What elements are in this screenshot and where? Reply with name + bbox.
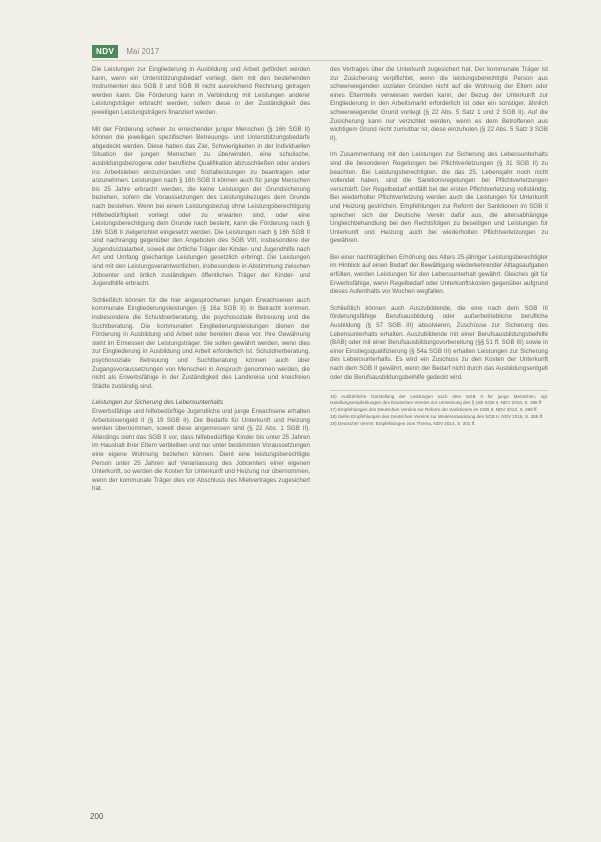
left-column: [92, 66, 310, 502]
journal-logo: NDV: [92, 45, 118, 58]
footnote: 17) Empfehlungen des Deutschen Vereins zur Reform der Sanktionen im SGB II, NDV 2013, S. 289 ff.: [330, 407, 538, 413]
paragraph: Im Zusammenhang mit den Leistungen zur Sicherung des Lebensunterhalts sind die besonderen Regelungen bei Pflichtverletzungen (§ 31 SGB II) zu beachten. Bei Leistungsberechtigten, die das 25. Lebensjahr noch nicht vollendet haben, sind die Sanktionsregelungen bei Pflichtverletzungen verschärft. Der Regelbedarf entfällt bei der ersten Pflichtverletzung vollständig. Bei wiederholter Pflichtverletzung werden auch die Leistungen für Unterkunft und Heizung gestrichen. Empfehlungen zur Reform der Sanktionen im SGB II sprechen sich der Deutsche Verein dafür aus, die altersabhängige Ungleichbehandlung bei den Rechtsfolgen zu beseitigen und Leistungen für Unterkunft und Heizung auch bei wiederholten Pflichtverletzungen zu gewähren.: [330, 151, 548, 245]
section-heading: Leistungen zur Sicherung des Lebensunterhalts: [92, 399, 224, 407]
paragraph: Mit der Förderung schwer zu erreichender junger Menschen (§ 16h SGB II) können die jeweiligen spezifischen Betreuungs- und Unterstützungsbedarfe abgedeckt werden. Diese haben das Ziel, Schwierigkeiten in der individuellen Situation der jungen Menschen zu überwinden, eine schulische, ausbildungsbezogene oder berufliche Qualifikation abzuschließen oder anders ins Arbeitsleben einzumünden und Sozialleistungen zu beantragen oder anzunehmen. Leistungen nach § 16h SGB II können auch für junge Menschen bis 25 Jahre erbracht werden, die keine Leistungen der Grundsicherung beziehen, sofern die Voraussetzungen des Leistungsbezuges dem Grunde nach bestehen. Wenn bei einem Leistungsbezug ohne Leistungsberechtigung Hilfebedürftigkeit vorliegt oder zu erwarten sind, oder eine Leistungsberechtigung dem Grunde nach besteht, kann die Förderung nach § 16h SGB II zielgerichtet eingesetzt werden. Die Leistungen nach § 16h SGB II sind nachrangig gegenüber den Angeboten des SGB VIII, insbesondere der Jugendsozialarbeit, soweit der örtliche Träger der Kinder- und Jugendhilfe nach Art und Umfang gleichartige Leistungen gesetzlich erbringt. Die Leistungen sind mit den Leistungsverantwortlichen, insbesondere in Abstimmung zwischen Jobcenter und örtlich zuständigem öffentlichen Träger der Kinder- und Jugendhilfe erbracht.: [92, 125, 310, 288]
paragraph: des Vertrages über die Unterkunft zugesichert hat. Der kommunale Träger ist zur Zusicherung verpflichtet, wenn die leistungsberechtigte Person aus schwerwiegenden sozialen Gründen nicht auf die Wohnung der Eltern oder eines Elternteils verwiesen werden kann, der Bezug der Unterkunft zur Eingliederung in den Arbeitsmarkt erforderlich ist oder ein sonstiger, ähnlich schwerwiegender Grund vorliegt (§ 22 Abs. 5 Satz 1 und 2 SGB II). Auf die Zusicherung kann nur verzichtet werden, wenn es dem Betroffenen aus wichtigem Grund nicht zumutbar ist, diese einzuholen (§ 22 Abs. 5 Satz 3 SGB II).: [330, 66, 548, 142]
footnotes: [330, 390, 548, 427]
footnote: 18) Siehe Empfehlungen des Deutschen Vereins zur Weiterentwicklung des SGB II, NDV 2016, S. 385 ff.: [330, 414, 544, 420]
page-number: 200: [90, 812, 104, 821]
paragraph: Die Leistungen zur Eingliederung in Ausbildung und Arbeit gefördert werden kann, wenn ein Unterstützungsbedarf vorliegt, dem mit den bestehenden Instrumenten des SGB II und SGB III nicht ausreichend Rechnung getragen werden kann. Die Förderung kann in Verbindung mit Leistungen anderer Leistungsträger erbracht werden, sofern diese in der Zuständigkeit des jeweiligen Leistungsträgers finanziert werden.: [92, 66, 310, 116]
paragraph: Erwerbsfähige und hilfebedürftige Jugendliche und junge Erwachsene erhalten Arbeitslosengeld II (§ 19 SGB II). Die Bedarfe für Unterkunft und Heizung werden übernommen, soweit diese angemessen sind (§ 22 Abs. 1 SGB II). Allerdings sieht das SGB II vor, dass hilfebedürftige Kinder bis unter 25 Jahren im Haushalt ihrer Eltern verbleiben und nur unter bestimmten Voraussetzungen eine eigene Wohnung beziehen können. Dient eine leistungsberechtigte Person unter 25 Jahren auf Veranlassung des Jobcenters einer eigenen Unterkunft, so werden die Kosten für Unterkunft und Heizung nur übernommen, wenn der kommunale Träger dies vor Abschluss des Mietvertrages zugesichert hat.: [92, 407, 310, 493]
footnote: 16) Ausführliche Darstellung der Leistungen nach dem SGB II für junge Menschen, vgl. Handlungsempfehlungen des Deutschen Vereins zur Umsetzung des § 16h SGB II, NDV 2016, S. 385 ff.: [330, 394, 548, 406]
paragraph: Schließlich können auch Auszubildende, die eine nach dem SGB III förderungsfähige Berufsausbildung oder außerbetriebliche berufliche Ausbildung (§ 57 SGB III) absolvieren, Zuschüsse zur Sicherung des Lebensunterhalts erhalten. Auszubildende mit einer Berufsausbildungsbeihilfe (BAB) oder mit einer Berufsausbildungsvorbereitung (§§ 51 ff. SGB III) sowie in einer Einstiegsqualifizierung (§ 54a SGB III) erhalten Leistungen zur Sicherung des Lebensunterhalts. Es wird ein Zuschuss zu den Kosten der Unterkunft nach dem SGB II gewährt, wenn der Bedarf nicht durch das Ausbildungsentgelt oder die Berufsausbildungsbeihilfe gedeckt wird.: [330, 304, 548, 381]
footnote: 19) Deutscher Verein: Empfehlungen zum Thema, NDV 2014, S. 201 ff.: [330, 421, 476, 427]
page-header: [92, 44, 159, 58]
header-rule: [92, 60, 543, 61]
paragraph: Schließlich können für die hier angesprochenen jungen Erwachsenen auch kommunale Eingliederungsleistungen (§ 16a SGB II) in Betracht kommen, insbesondere die Schuldnerberatung, die psychosoziale Betreuung und die Suchtberatung. Die kommunalen Eingliederungsleistungen dienen der Förderung in Ausbildung und Arbeit oder bereiten diese vor. Ihre Gewährung steht im Ermessen der Leistungsträger. Sie sollen gewährt werden, wenn dies zur Eingliederung in Ausbildung und Arbeit erforderlich ist. Schuldnerberatung, psychosoziale Betreuung und Suchtberatung können auch über Zugangsvoraussetzungen von Menschen in Anspruch genommen werden, die nicht als Erwerbsfähige in der Zuständigkeit des Landkreise und kreisfreien Städte zuständig sind.: [92, 296, 310, 390]
issue-date: Mai 2017: [126, 46, 160, 56]
right-column: [330, 66, 548, 428]
paragraph: Bei einer nachträglichen Erhöhung des Alters 25-jähriger Leistungsberechtigter im Hinblick auf einen Bedarf der Bewältigung wiederkehrender Alltagsaufgaben erfüllen, werden Leistungen für den Lebensunterhalt gewährt. Gleiches gilt für Erwerbsfähige, wenn Regelbedarf oder Unterkunftskosten gegenüber aufgrund dieses Aufenthalts vor Wochen wegfallen.: [330, 253, 548, 296]
